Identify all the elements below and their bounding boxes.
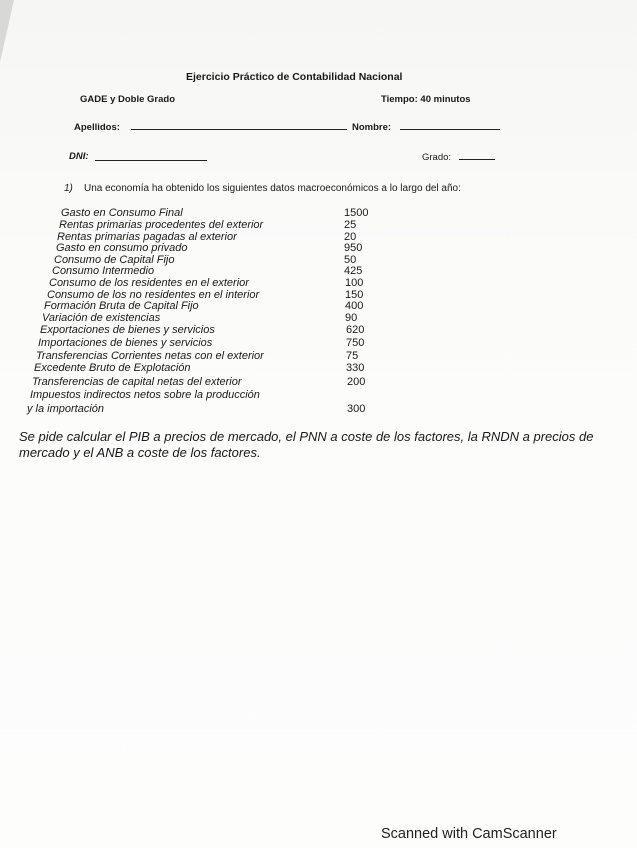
apellidos-label: Apellidos: xyxy=(74,122,120,133)
data-row-value: 20 xyxy=(344,231,357,243)
data-row-label: y la importación xyxy=(27,403,105,415)
data-row-value: 75 xyxy=(346,350,359,362)
data-row-label: Consumo de los no residentes en el interior xyxy=(47,289,260,301)
question-intro: Una economía ha obtenido los siguientes datos macroeconómicos a lo largo del año: xyxy=(84,183,461,194)
data-row-value: 425 xyxy=(344,265,363,277)
data-row-value: 750 xyxy=(346,337,365,349)
apellidos-blank-line xyxy=(131,129,347,130)
data-row-label: Formación Bruta de Capital Fijo xyxy=(44,300,199,312)
data-row-label: Rentas primarias procedentes del exterior xyxy=(59,219,264,231)
data-row-value: 90 xyxy=(345,312,358,324)
data-row-value: 950 xyxy=(344,242,363,254)
page-corner-shadow xyxy=(0,0,14,62)
data-row-value: 330 xyxy=(346,362,365,374)
group-label: GADE y Doble Grado xyxy=(80,94,176,105)
grado-label: Grado: xyxy=(422,152,452,163)
data-row-label: Exportaciones de bienes y servicios xyxy=(40,324,215,336)
data-row-label: Excedente Bruto de Explotación xyxy=(34,362,191,374)
data-row-label: Gasto en consumo privado xyxy=(56,242,188,254)
data-row-value: 50 xyxy=(344,254,357,266)
question-number: 1) xyxy=(64,183,73,194)
data-row-value: 620 xyxy=(346,324,365,336)
data-row-value: 300 xyxy=(347,403,366,415)
data-row-label: Gasto en Consumo Final xyxy=(61,207,183,219)
data-row-value: 100 xyxy=(345,277,364,289)
data-row-label: Consumo de Capital Fijo xyxy=(54,254,175,266)
data-row-value: 25 xyxy=(344,219,357,231)
data-row-label: Impuestos indirectos netos sobre la producción xyxy=(30,389,260,401)
camscanner-watermark: Scanned with CamScanner xyxy=(381,826,557,842)
data-row-value: 1500 xyxy=(344,207,369,219)
data-row-label: Rentas primarias pagadas al exterior xyxy=(57,231,237,243)
data-row-value: 200 xyxy=(347,376,366,388)
data-row-value: 150 xyxy=(345,289,364,301)
data-row-label: Consumo Intermedio xyxy=(52,265,155,277)
data-row-label: Transferencias Corrientes netas con el exterior xyxy=(36,350,264,362)
data-row-label: Importaciones de bienes y servicios xyxy=(38,337,213,349)
dni-label: DNI: xyxy=(69,151,89,162)
data-row-label: Consumo de los residentes en el exterior xyxy=(49,277,249,289)
data-row-label: Transferencias de capital netas del exterior xyxy=(32,376,242,388)
task-statement: Se pide calcular el PIB a precios de mercado, el PNN a coste de los factores, la RNDN a precios de mercado y el ANB a coste de los factores. xyxy=(19,429,594,460)
dni-blank-line xyxy=(95,160,207,161)
grado-blank-line xyxy=(459,159,495,160)
data-row-label: Variación de existencias xyxy=(42,312,161,324)
time-limit: Tiempo: 40 minutos xyxy=(381,94,471,105)
nombre-blank-line xyxy=(400,129,500,130)
data-row-value: 400 xyxy=(345,300,364,312)
exercise-title: Ejercicio Práctico de Contabilidad Nacional xyxy=(186,71,403,83)
nombre-label: Nombre: xyxy=(352,122,392,133)
